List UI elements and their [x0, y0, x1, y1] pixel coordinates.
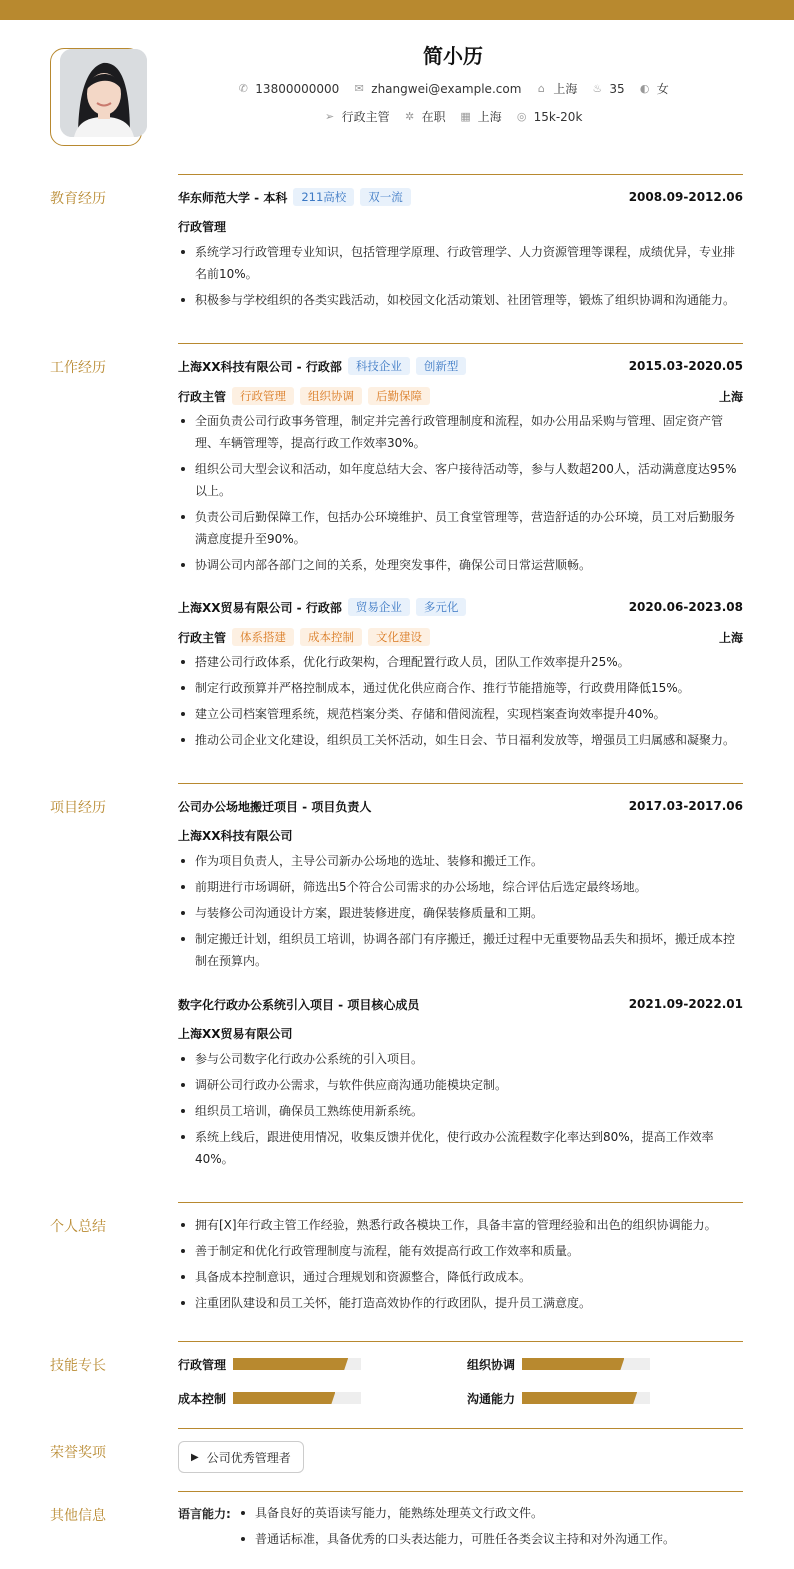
list-item: 系统上线后，跟进使用情况，收集反馈并优化，使行政办公流程数字化率达到80%，提高工作效率40%。 — [178, 1126, 743, 1170]
skill-label: 沟通能力 — [467, 1392, 516, 1406]
list-item: 负责公司后勤保障工作，包括办公环境维护、员工食堂管理等，营造舒适的办公环境，员工对后勤服务满意度提升至90%。 — [178, 506, 743, 550]
list-item: 全面负责公司行政事务管理，制定并完善行政管理制度和流程，如办公用品采购与管理、固定资产管理、车辆管理等，提高行政工作效率30%。 — [178, 410, 743, 454]
skill-label: 成本控制 — [178, 1392, 227, 1406]
list-item: 制定搬迁计划，组织员工培训，协调各部门有序搬迁，搬迁过程中无重要物品丢失和损坏，搬迁成本控制在预算内。 — [178, 928, 743, 972]
list-item: 组织公司大型会议和活动，如年度总结大会、客户接待活动等，参与人数超200人，活动满意度达95%以上。 — [178, 458, 743, 502]
salary-text: 15k-20k — [533, 109, 583, 124]
company-tag: 贸易企业 — [348, 598, 410, 616]
phone-text: 13800000000 — [255, 81, 340, 96]
school-name: 华东师范大学 - 本科 — [178, 190, 288, 205]
skill-bar — [233, 1392, 361, 1404]
location-info — [535, 80, 577, 97]
job-location: 上海 — [718, 389, 743, 404]
city-info — [460, 108, 502, 125]
age-info — [591, 82, 624, 96]
company-tag: 科技企业 — [348, 357, 410, 375]
education-bullets — [178, 241, 743, 311]
phone-icon: ✆ — [238, 81, 248, 95]
divider — [178, 1202, 743, 1203]
skill-bar — [233, 1358, 361, 1370]
project-name: 数字化行政办公系统引入项目 - 项目核心成员 — [178, 997, 420, 1012]
role-tag: 文化建设 — [368, 628, 430, 646]
award-label: 公司优秀管理者 — [206, 1450, 291, 1465]
skill-bar-fill — [233, 1392, 335, 1404]
list-item: 制定行政预算并严格控制成本，通过优化供应商合作、推行节能措施等，行政费用降低15%。 — [178, 677, 743, 699]
list-item: 积极参与学校组织的各类实践活动，如校园文化活动策划、社团管理等，锻炼了组织协调和沟通能力。 — [178, 289, 743, 311]
play-icon: ▶ — [191, 1451, 199, 1463]
list-item: 具备成本控制意识，通过合理规划和资源整合，降低行政成本。 — [178, 1266, 743, 1288]
gender-text: 女 — [656, 82, 669, 96]
email-text: zhangwei@example.com — [371, 81, 522, 96]
gender-icon: ◐ — [639, 81, 650, 95]
role-tag: 成本控制 — [300, 628, 362, 646]
list-item: 建立公司档案管理系统，规范档案分类、存储和借阅流程，实现档案查询效率提升40%。 — [178, 703, 743, 725]
status-text: 在职 — [421, 110, 446, 124]
list-item: 拥有[X]年行政主管工作经验，熟悉行政各模块工作，具备丰富的管理经验和出色的组织协调能力。 — [178, 1214, 743, 1236]
education-date: 2008.09-2012.06 — [628, 190, 743, 204]
status-info — [404, 108, 446, 125]
award-item[interactable] — [178, 1441, 304, 1473]
skill-label: 组织协调 — [467, 1358, 516, 1372]
list-item: 注重团队建设和员工关怀，能打造高效协作的行政团队，提升员工满意度。 — [178, 1292, 743, 1314]
skill-bar-fill — [522, 1392, 637, 1404]
contact-row — [180, 80, 726, 97]
list-item: 系统学习行政管理专业知识，包括管理学原理、行政管理学、人力资源管理等课程，成绩优异，专业排名前10%。 — [178, 241, 743, 285]
phone-info — [237, 82, 339, 96]
summary-title: 个人总结 — [50, 1219, 106, 1235]
building-icon: ▦ — [460, 109, 471, 123]
list-item: 前期进行市场调研，筛选出5个符合公司需求的办公场地，综合评估后选定最终场地。 — [178, 876, 743, 898]
skill-bar-fill — [522, 1358, 624, 1370]
money-icon: ◎ — [516, 109, 527, 123]
mail-icon: ✉ — [354, 81, 364, 95]
divider — [178, 1428, 743, 1429]
candidate-name: 简小历 — [423, 44, 483, 68]
education-header — [178, 187, 743, 207]
project-1 — [178, 796, 743, 972]
list-item: 参与公司数字化行政办公系统的引入项目。 — [178, 1048, 743, 1070]
school-tag: 211高校 — [293, 188, 354, 206]
divider — [178, 343, 743, 344]
skill-label: 行政管理 — [178, 1358, 227, 1372]
location-text: 上海 — [553, 82, 578, 96]
job-date: 2020.06-2023.08 — [628, 600, 743, 614]
project-date: 2021.09-2022.01 — [628, 997, 743, 1011]
work-job-2 — [178, 597, 743, 751]
skill-bar — [522, 1358, 650, 1370]
project-company: 上海XX科技有限公司 — [178, 829, 293, 843]
list-item: 普通话标准，具备优秀的口头表达能力，可胜任各类会议主持和对外沟通工作。 — [238, 1528, 743, 1550]
skill-bar — [522, 1392, 650, 1404]
job-date: 2015.03-2020.05 — [628, 359, 743, 373]
role-tag: 体系搭建 — [232, 628, 294, 646]
skill-bar-fill — [233, 1358, 348, 1370]
list-item: 善于制定和优化行政管理制度与流程，能有效提高行政工作效率和质量。 — [178, 1240, 743, 1262]
project-company: 上海XX贸易有限公司 — [178, 1027, 293, 1041]
education-title: 教育经历 — [50, 191, 106, 207]
other-title: 其他信息 — [50, 1508, 106, 1524]
company-tag: 多元化 — [416, 598, 467, 616]
projects-title: 项目经历 — [50, 800, 106, 816]
list-item: 组织员工培训，确保员工熟练使用新系统。 — [178, 1100, 743, 1122]
work-job-1 — [178, 356, 743, 576]
list-item: 搭建公司行政体系，优化行政架构，合理配置行政人员，团队工作效率提升25%。 — [178, 651, 743, 673]
school-tag: 双一流 — [360, 188, 411, 206]
cake-icon: ♨ — [592, 81, 603, 95]
divider — [178, 783, 743, 784]
education-section — [178, 187, 743, 311]
position-info — [324, 108, 390, 125]
work-title: 工作经历 — [50, 360, 106, 376]
job-role: 行政主管 — [178, 630, 227, 645]
list-item: 具备良好的英语读写能力，能熟练处理英文行政文件。 — [238, 1502, 743, 1524]
top-accent-bar — [0, 0, 794, 20]
major: 行政管理 — [178, 220, 227, 234]
divider — [178, 1341, 743, 1342]
skills-title: 技能专长 — [50, 1358, 106, 1374]
job-location: 上海 — [718, 630, 743, 645]
email-info — [353, 82, 521, 96]
divider — [178, 1491, 743, 1492]
gender-info — [639, 80, 669, 97]
city-text: 上海 — [477, 110, 502, 124]
summary-section — [178, 1210, 743, 1314]
list-item: 推动公司企业文化建设，组织员工关怀活动，如生日会、节日福利发放等，增强员工归属感和凝聚力。 — [178, 729, 743, 751]
role-tag: 行政管理 — [232, 387, 294, 405]
language-label: 语言能力: — [178, 1507, 231, 1521]
list-item: 协调公司内部各部门之间的关系，处理突发事件，确保公司日常运营顺畅。 — [178, 554, 743, 576]
job-role: 行政主管 — [178, 389, 227, 404]
project-2 — [178, 994, 743, 1170]
company-name: 上海XX贸易有限公司 - 行政部 — [178, 600, 342, 615]
list-item: 与装修公司沟通设计方案，跟进装修进度，确保装修质量和工期。 — [178, 902, 743, 924]
list-item: 调研公司行政办公需求，与软件供应商沟通功能模块定制。 — [178, 1074, 743, 1096]
salary-info — [516, 110, 583, 124]
age-text: 35 — [609, 81, 625, 96]
company-tag: 创新型 — [416, 357, 467, 375]
company-name: 上海XX科技有限公司 - 行政部 — [178, 359, 342, 374]
position-text: 行政主管 — [341, 110, 390, 124]
role-tag: 后勤保障 — [368, 387, 430, 405]
home-icon: ⌂ — [537, 81, 545, 95]
role-tag: 组织协调 — [300, 387, 362, 405]
honors-title: 荣誉奖项 — [50, 1445, 106, 1461]
project-name: 公司办公场地搬迁项目 - 项目负责人 — [178, 799, 372, 814]
divider — [178, 174, 743, 175]
send-icon: ➢ — [324, 109, 335, 123]
job-intent-row — [180, 108, 726, 125]
project-date: 2017.03-2017.06 — [628, 799, 743, 813]
list-item: 作为项目负责人，主导公司新办公场地的选址、装修和搬迁工作。 — [178, 850, 743, 872]
status-icon: ✲ — [404, 109, 415, 123]
